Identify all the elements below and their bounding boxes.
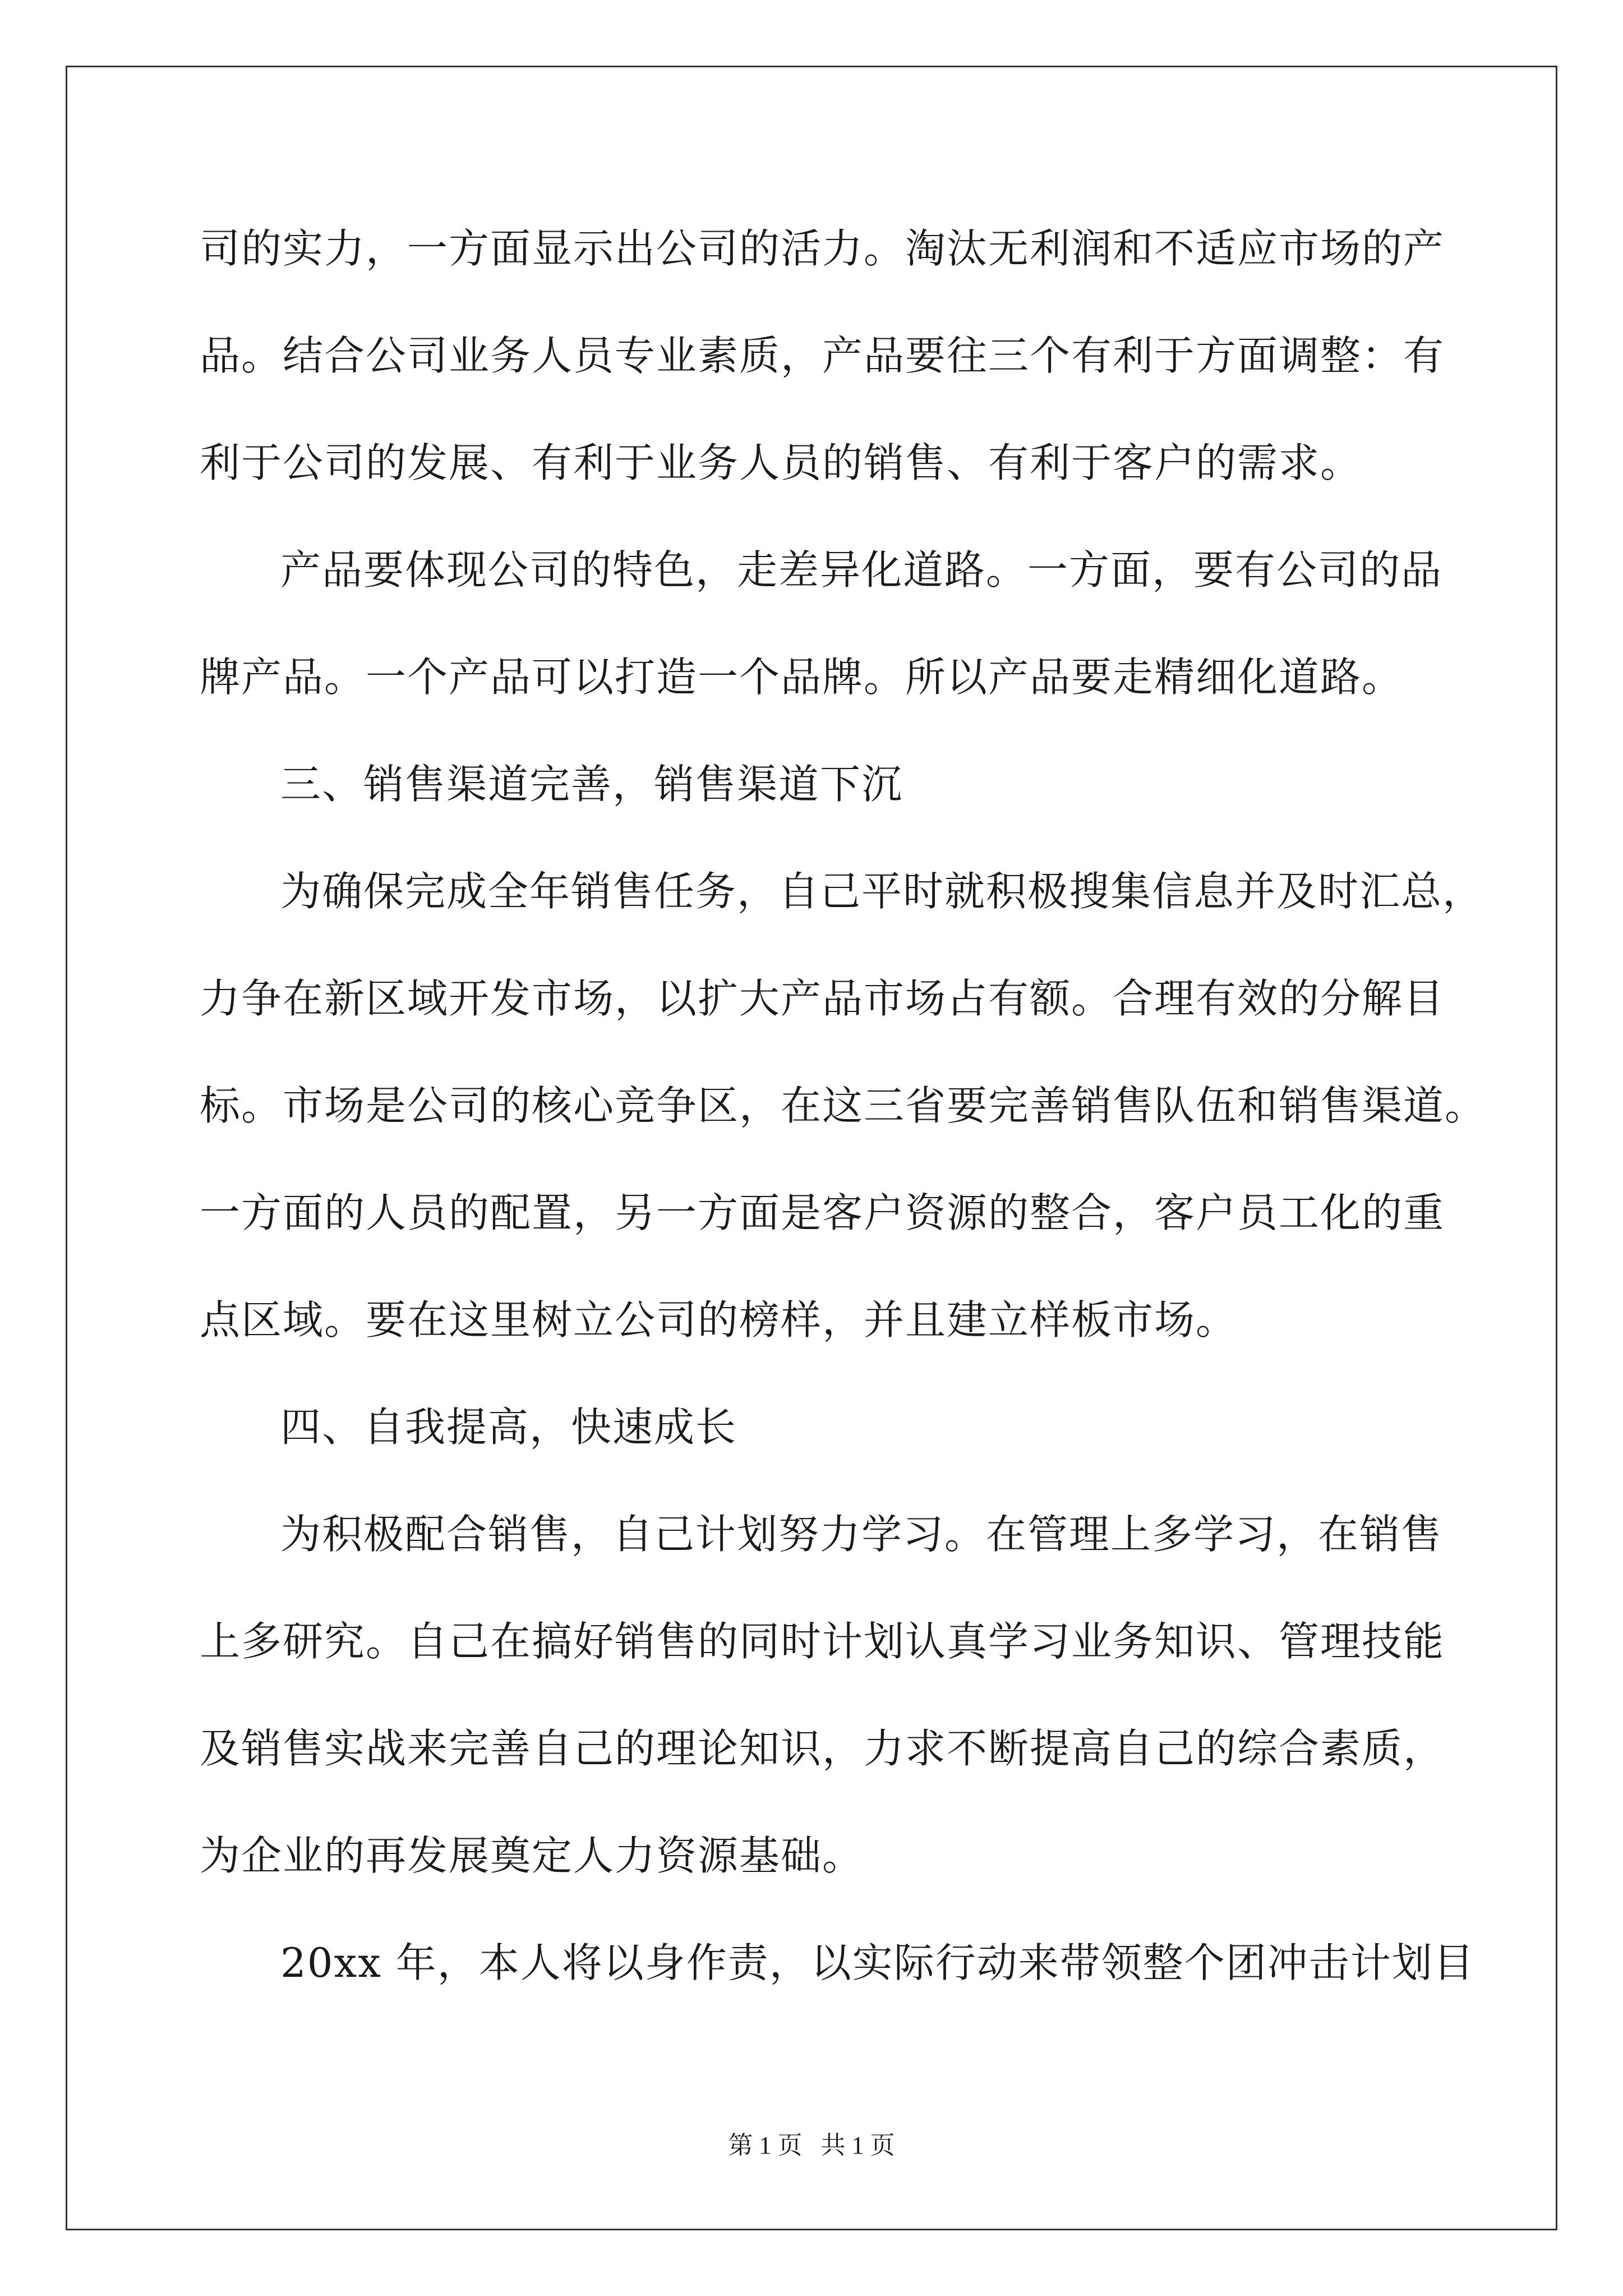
document-body — [200, 195, 1487, 2017]
text-line: 一方面的人员的配置，另一方面是客户资源的整合，客户员工化的重 — [200, 1189, 1445, 1236]
text-line: 为企业的再发展奠定人力资源基础。 — [200, 1832, 864, 1879]
paragraph-first-line: 为确保完成全年销售任务，自己平时就积极搜集信息并及时汇总， — [280, 868, 1484, 915]
text-line: 力争在新区域开发市场，以扩大产品市场占有额。合理有效的分解目 — [200, 975, 1445, 1022]
text-line: 标。市场是公司的核心竞争区，在这三省要完善销售队伍和销售渠道。 — [200, 1082, 1487, 1129]
text-line: 点区域。要在这里树立公司的榜样，并且建立样板市场。 — [200, 1296, 1238, 1343]
paragraph-first-line: 20xx 年，本人将以身作责，以实际行动来带领整个团冲击计划目 — [280, 1939, 1475, 1986]
page-footer: 第 1 页 共 1 页 — [728, 2132, 895, 2159]
text-line: 司的实力，一方面显示出公司的活力。淘汰无利润和不适应市场的产 — [200, 225, 1445, 272]
section-heading: 三、销售渠道完善，销售渠道下沉 — [280, 761, 903, 808]
text-line: 品。结合公司业务人员专业素质，产品要往三个有利于方面调整：有 — [200, 332, 1445, 379]
text-line: 牌产品。一个产品可以打造一个品牌。所以产品要走精细化道路。 — [200, 654, 1404, 701]
paragraph-first-line: 为积极配合销售，自己计划努力学习。在管理上多学习，在销售 — [280, 1511, 1443, 1558]
paragraph-first-line: 产品要体现公司的特色，走差异化道路。一方面，要有公司的品 — [280, 546, 1443, 593]
text-line: 利于公司的发展、有利于业务人员的销售、有利于客户的需求。 — [200, 439, 1362, 486]
text-line: 上多研究。自己在搞好销售的同时计划认真学习业务知识、管理技能 — [200, 1618, 1445, 1665]
text-line: 及销售实战来完善自己的理论知识，力求不断提高自己的综合素质， — [200, 1725, 1445, 1772]
section-heading: 四、自我提高，快速成长 — [280, 1404, 737, 1451]
